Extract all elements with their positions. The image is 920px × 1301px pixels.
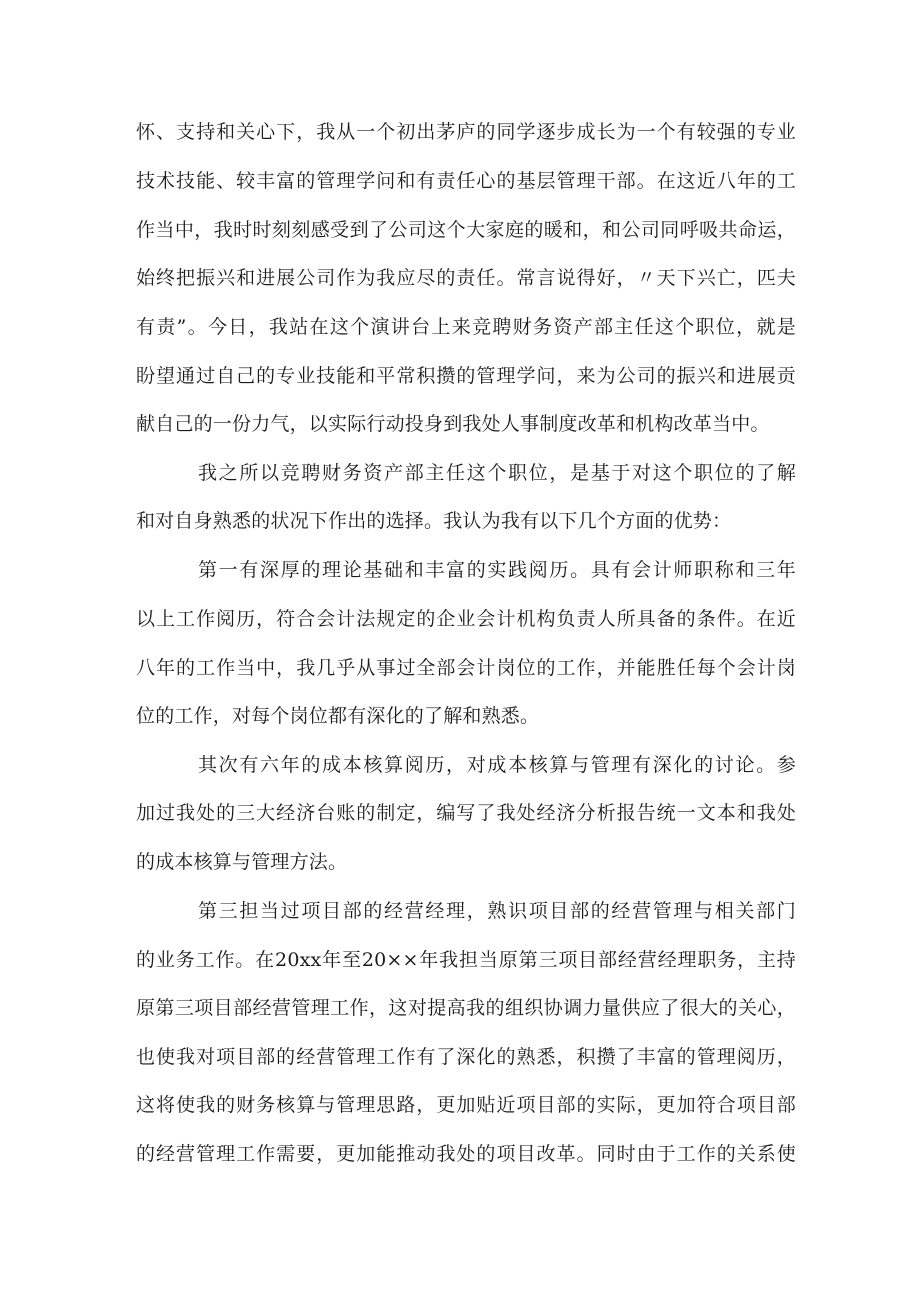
paragraph-4-line-1: 其次有六年的成本核算阅历，对成本核算与管理有深化的讨论。参 [198, 754, 796, 776]
paragraph-3-line-4: 位的工作，对每个岗位都有深化的了解和熟悉。 [136, 705, 540, 727]
paragraph-1-line-3: 作当中，我时时刻刻感受到了公司这个大家庭的暖和，和公司同呼吸共命运， [136, 219, 796, 241]
paragraph-5-line-5: 这将使我的财务核算与管理思路，更加贴近项目部的实际，更加符合项目部 [136, 1094, 796, 1116]
paragraph-5-line-3: 原第三项目部经营管理工作，这对提高我的组织协调力量供应了很大的关心， [136, 997, 796, 1019]
paragraph-5-line-4: 也使我对项目部的经营管理工作有了深化的熟悉，积攒了丰富的管理阅历， [136, 1046, 796, 1068]
paragraph-1-line-4: 始终把振兴和进展公司作为我应尽的责任。常言说得好，〃天下兴亡，匹夫 [136, 267, 796, 289]
paragraph-4-line-2: 加过我处的三大经济台账的制定，编写了我处经济分析报告统一文本和我处 [136, 802, 796, 824]
paragraph-5-line-6: 的经营管理工作需要，更加能推动我处的项目改革。同时由于工作的关系使 [136, 1143, 796, 1165]
paragraph-1-line-2: 技术技能、较丰富的管理学问和有责任心的基层管理干部。在这近八年的工 [136, 170, 796, 192]
paragraph-3-line-2: 以上工作阅历，符合会计法规定的企业会计机构负责人所具备的条件。在近 [136, 608, 796, 630]
paragraph-1-line-1: 怀、支持和关心下，我从一个初出茅庐的同学逐步成长为一个有较强的专业 [136, 121, 796, 143]
paragraph-3-line-1: 第一有深厚的理论基础和丰富的实践阅历。具有会计师职称和三年 [198, 559, 796, 581]
paragraph-5-line-2: 的业务工作。在20xx年至20××年我担当原第三项目部经营经理职务，主持 [136, 949, 796, 971]
paragraph-4-line-3: 的成本核算与管理方法。 [136, 851, 348, 873]
paragraph-5-line-1: 第三担当过项目部的经营经理，熟识项目部的经营管理与相关部门 [198, 900, 796, 922]
paragraph-3-line-3: 八年的工作当中，我几乎从事过全部会计岗位的工作，并能胜任每个会计岗 [136, 657, 796, 679]
paragraph-1-line-6: 盼望通过自己的专业技能和平常积攒的管理学问，来为公司的振兴和进展贡 [136, 365, 796, 387]
paragraph-1-line-7: 献自己的一份力气，以实际行动投身到我处人事制度改革和机构改革当中。 [136, 413, 770, 435]
paragraph-2-line-1: 我之所以竞聘财务资产部主任这个职位，是基于对这个职位的了解 [198, 462, 796, 484]
paragraph-1-line-5: 有责”。今日，我站在这个演讲台上来竞聘财务资产部主任这个职位，就是 [136, 316, 796, 338]
paragraph-2-line-2: 和对自身熟悉的状况下作出的选择。我认为我有以下几个方面的优势： [136, 510, 732, 532]
